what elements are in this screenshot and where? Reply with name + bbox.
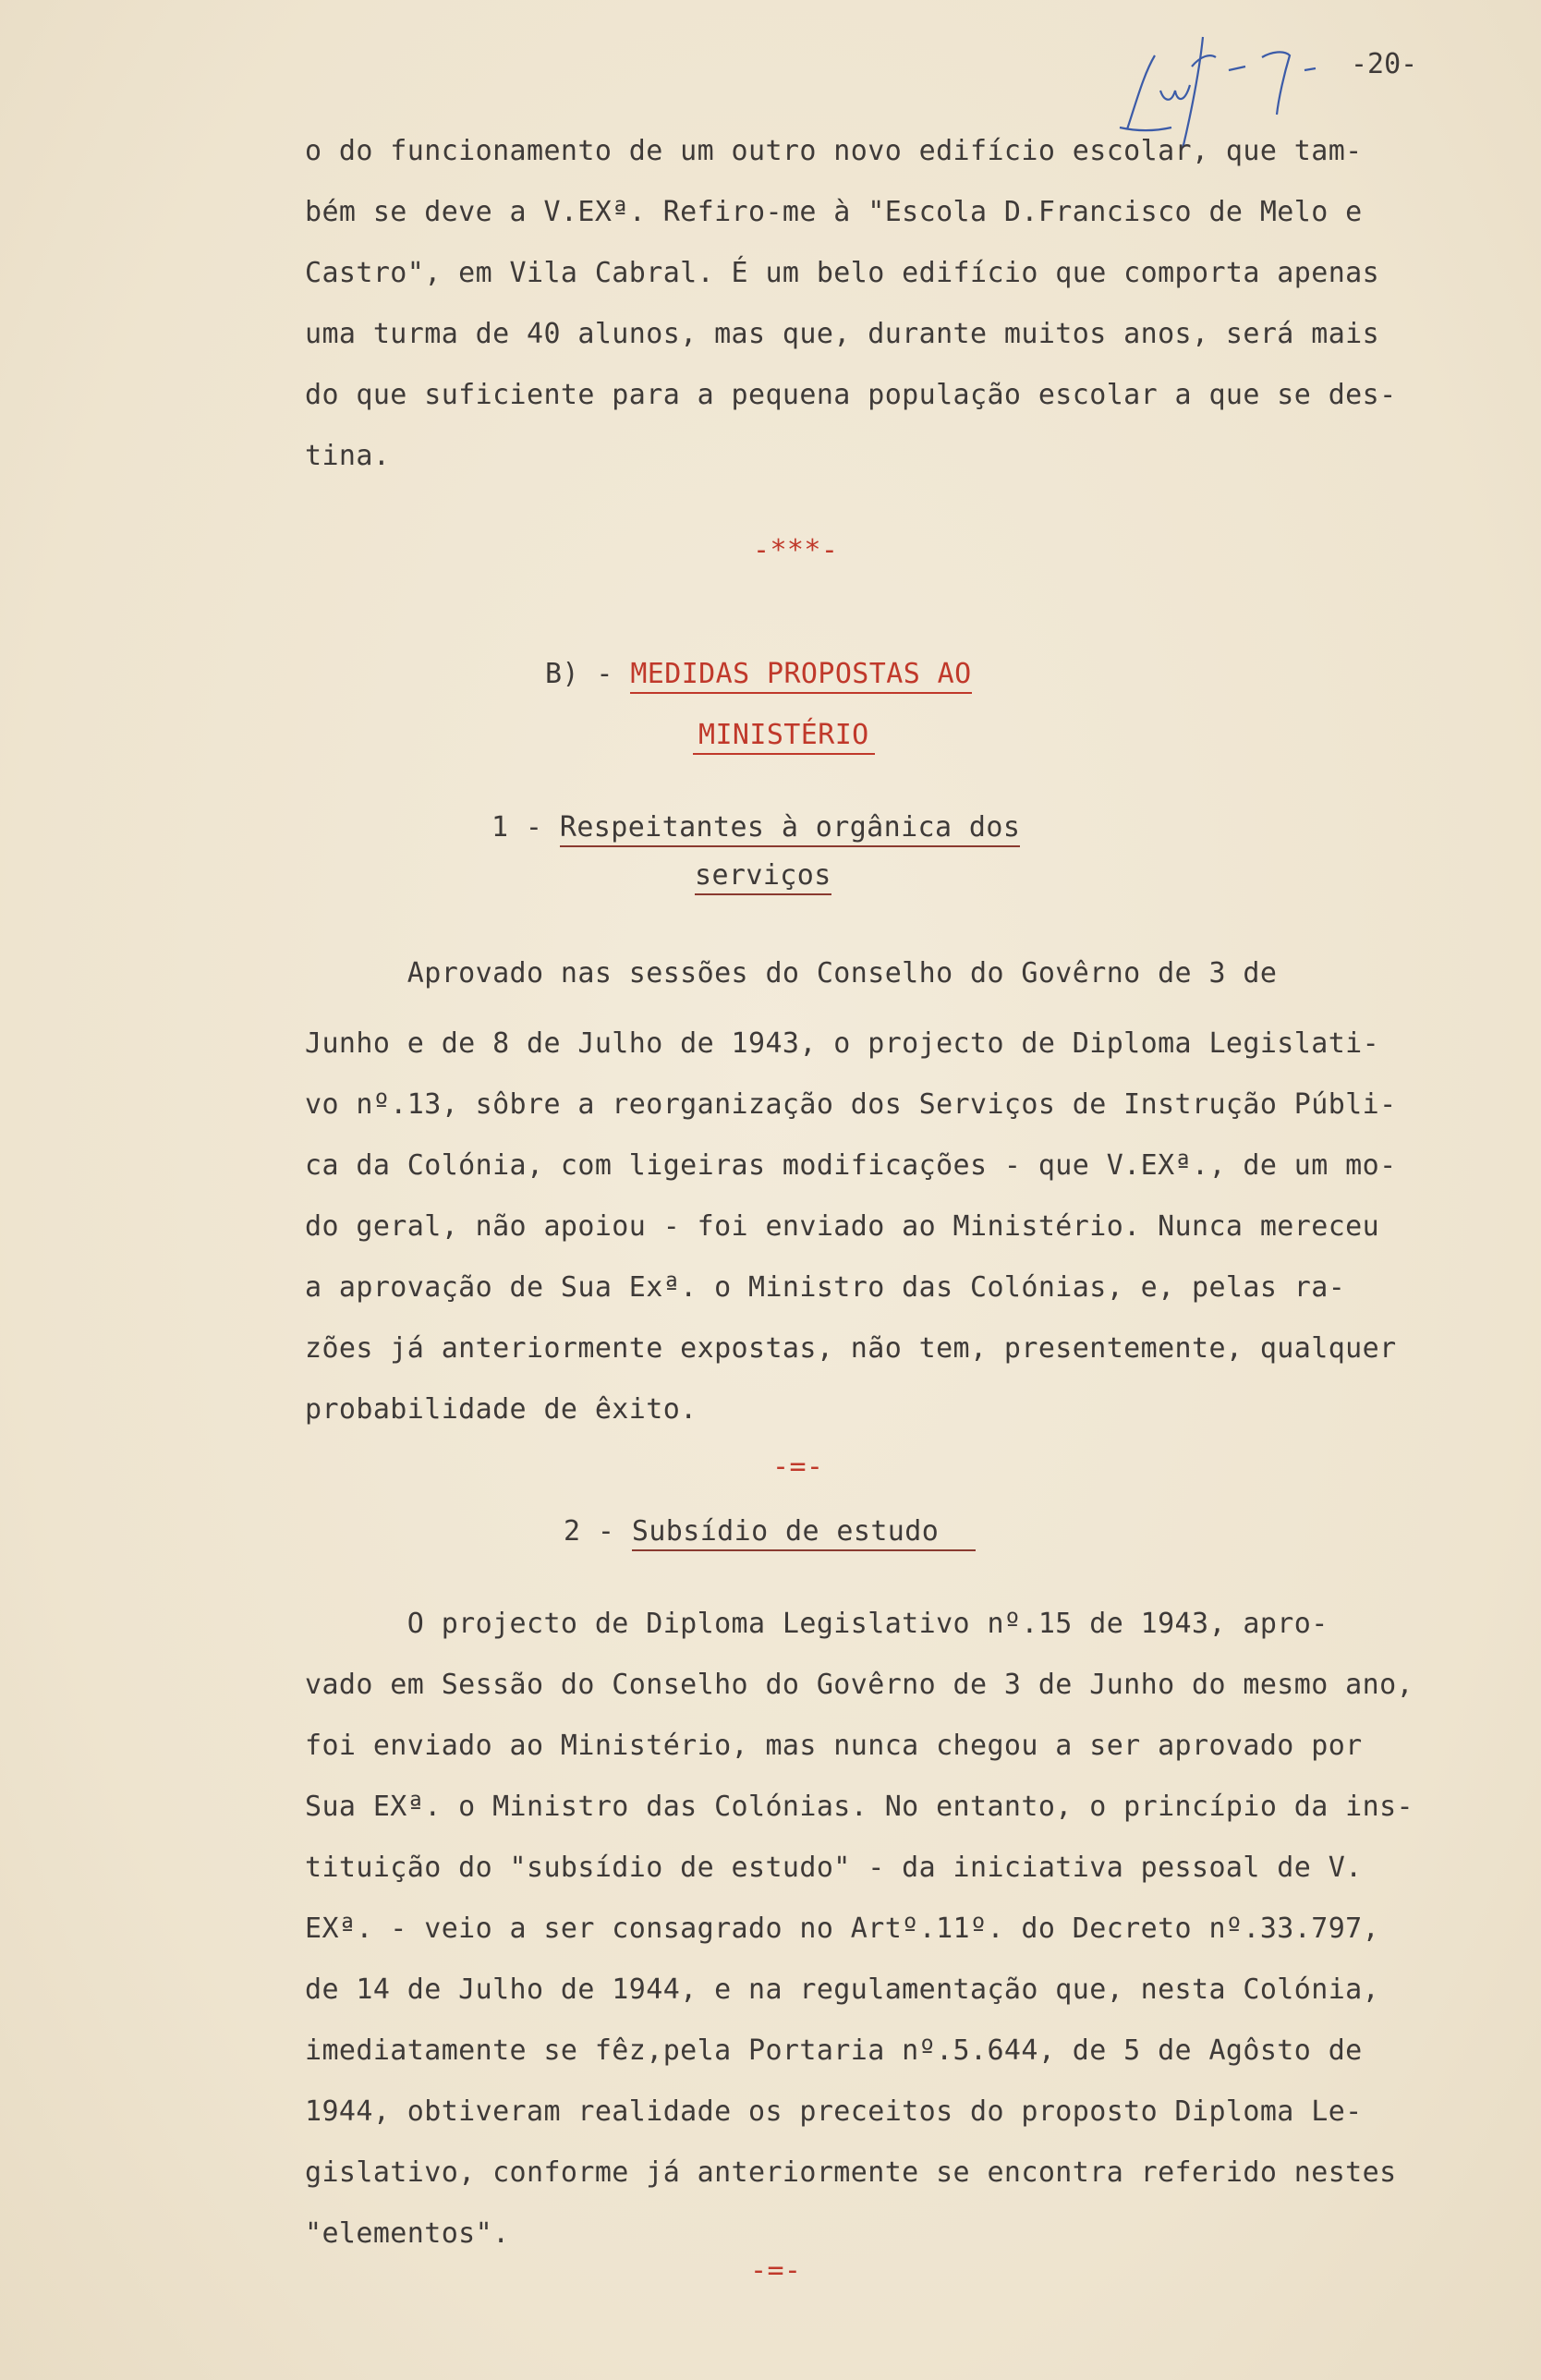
text-line: de 14 de Julho de 1944, e na regulamentação que, nesta Colónia, <box>305 1973 1380 2006</box>
section-title-line2: MINISTÉRIO <box>693 719 875 751</box>
subsection-prefix: 2 - <box>564 1515 632 1548</box>
text-line: Castro", em Vila Cabral. É um belo edifício que comporta apenas <box>305 257 1380 289</box>
subsection-title-line1: Respeitantes à orgânica dos <box>560 811 1020 847</box>
text-line: imediatamente se fêz,pela Portaria nº.5.644, de 5 de Agôsto de <box>305 2034 1363 2067</box>
separator: -=- <box>750 2254 802 2287</box>
text-line: uma turma de 40 alunos, mas que, durante muitos anos, será mais <box>305 318 1380 350</box>
text-line: O projecto de Diploma Legislativo nº.15 de 1943, apro- <box>305 1608 1329 1640</box>
text-line: Aprovado nas sessões do Conselho do Govêrno de 3 de <box>305 957 1278 990</box>
separator: -***- <box>753 534 839 566</box>
section-prefix: B) - <box>545 658 631 690</box>
text-line: o do funcionamento de um outro novo edifício escolar, que tam- <box>305 135 1363 167</box>
text-line: do geral, não apoiou - foi enviado ao Ministério. Nunca mereceu <box>305 1210 1380 1243</box>
text-line: tituição do "subsídio de estudo" - da iniciativa pessoal de V. <box>305 1852 1363 1884</box>
text-line: vo nº.13, sôbre a reorganização dos Serviços de Instrução Públi- <box>305 1088 1397 1121</box>
text-line: zões já anteriormente expostas, não tem, presentemente, qualquer <box>305 1332 1397 1365</box>
text-line: do que suficiente para a pequena população escolar a que se des- <box>305 379 1397 411</box>
page-number: -20- <box>1351 48 1418 80</box>
text-line: a aprovação de Sua Exª. o Ministro das Colónias, e, pelas ra- <box>305 1271 1346 1304</box>
handwritten-signature <box>1099 18 1358 148</box>
text-line: EXª. - veio a ser consagrado no Artº.11º. do Decreto nº.33.797, <box>305 1912 1380 1945</box>
text-line: "elementos". <box>305 2217 510 2250</box>
subsection-title-line2: serviços <box>695 859 831 892</box>
subsection-heading <box>491 811 1020 844</box>
text-line: probabilidade de êxito. <box>305 1393 698 1426</box>
text-line: vado em Sessão do Conselho do Govêrno de 3 de Junho do mesmo ano, <box>305 1669 1414 1701</box>
section-heading <box>545 658 972 690</box>
text-line: ca da Colónia, com ligeiras modificações - que V.EXª., de um mo- <box>305 1149 1397 1182</box>
text-line: gislativo, conforme já anteriormente se encontra referido nestes <box>305 2156 1397 2189</box>
subsection-prefix: 1 - <box>491 811 560 844</box>
separator: -=- <box>772 1451 824 1483</box>
subsection-title: Subsídio de estudo <box>632 1515 976 1551</box>
text-line: bém se deve a V.EXª. Refiro-me à "Escola D.Francisco de Melo e <box>305 196 1363 228</box>
text-line: Sua EXª. o Ministro das Colónias. No entanto, o princípio da ins- <box>305 1791 1414 1823</box>
subsection-heading <box>564 1515 976 1548</box>
text-line: 1944, obtiveram realidade os preceitos do proposto Diploma Le- <box>305 2095 1363 2128</box>
text-line: foi enviado ao Ministério, mas nunca chegou a ser aprovado por <box>305 1730 1363 1762</box>
text-line: tina. <box>305 440 391 472</box>
section-title-line1: MEDIDAS PROPOSTAS AO <box>630 658 971 694</box>
text-line: Junho e de 8 de Julho de 1943, o projecto de Diploma Legislati- <box>305 1027 1380 1060</box>
